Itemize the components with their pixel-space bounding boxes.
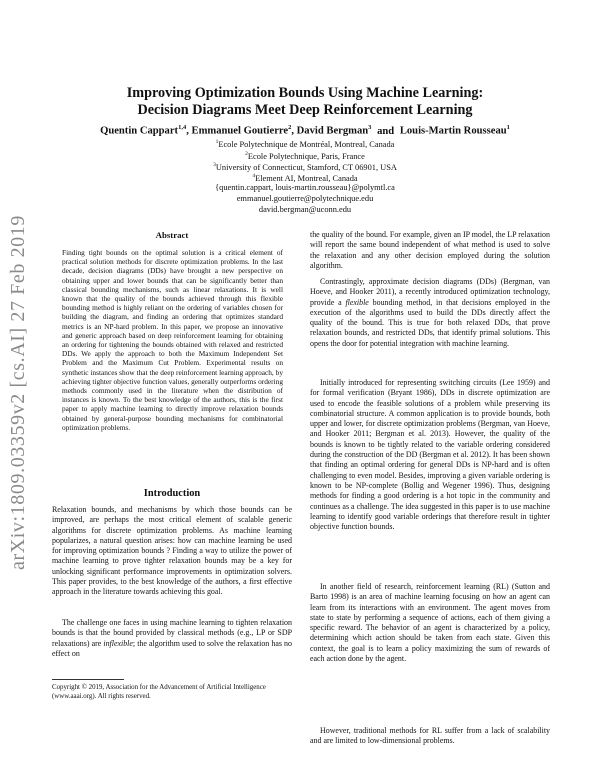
body-paragraph: the quality of the bound. For example, given an IP model, the LP relaxation will report the same bound independent of what method is used to solve the relaxation and any other decision employed during the solution algorithm.: [310, 230, 550, 270]
emphasis-text: flexible: [345, 297, 369, 307]
email-line: david.bergman@uconn.edu: [258, 205, 352, 214]
author-affil-mark: 1,4: [178, 124, 187, 131]
affil-text: Ecole Polytechnique, Paris, France: [247, 151, 365, 161]
email-line: {quentin.cappart, louis-martin.rousseau}@polymtl.ca: [215, 183, 395, 192]
footnote-rule: [52, 679, 124, 680]
author-affil-mark: 3: [368, 124, 372, 131]
author-separator: ,: [186, 125, 192, 137]
introduction-heading: Introduction: [143, 488, 201, 499]
author-name: Emmanuel Goutierre: [191, 125, 289, 137]
paragraph-text: ; the algorithm used to solve the relaxation has no effect on: [52, 638, 292, 658]
affil-mark: 3: [213, 162, 216, 168]
body-paragraph: However, traditional methods for RL suffer from a lack of scalability and are limited to low-dimensional problems.: [310, 726, 550, 746]
affil-text: Element AI, Montreal, Canada: [255, 173, 358, 183]
affil-mark: 2: [245, 151, 248, 157]
author-affil-mark: 2: [288, 124, 292, 131]
email-line: emmanuel.goutierre@polytechnique.edu: [236, 194, 374, 203]
paragraph-text: Contrastingly, approximate decision diagrams (DDs) (Bergman, van Hoeve, and Hooker 2011), a recently introduced optimization technology, provide a: [310, 277, 550, 307]
author-list: [40, 124, 570, 137]
intro-paragraph: [52, 618, 292, 659]
author-affil-mark: 1: [506, 124, 510, 131]
body-paragraph: [310, 277, 550, 349]
arxiv-stamp: arXiv:1809.03359v2 [cs.AI] 27 Feb 2019: [7, 215, 29, 570]
title-line-2: Decision Diagrams Meet Deep Reinforcement Learning: [137, 102, 473, 118]
abstract-heading: Abstract: [155, 230, 189, 240]
author-name: Louis-Martin Rousseau: [399, 125, 507, 137]
author-separator: and: [374, 125, 397, 137]
affil-text: University of Connecticut, Stamford, CT 06901, USA: [215, 162, 397, 172]
paragraph-text: The challenge one faces in using machine learning to tighten relaxation bounds is that the bound provided by classical methods (e.g., LP or SDP relaxations) are: [52, 618, 292, 648]
affiliation-line: [60, 137, 550, 150]
affil-mark: 4: [252, 173, 256, 179]
body-paragraph: Initially introduced for representing switching circuits (Lee 1959) and for formal verification (Bryant 1986), DDs in discrete optimization are used to encode the feasible solutions of a problem while preserving its combinatorial structure. A common application is to provide bounds, both upper and lower, for discrete optimization problems (Bergman, van Hoeve, and Hooker 2011; Bergman et al. 2013). However, the quality of the bounds is known to be tightly related to the variable ordering considered during the construction of the DD (Bergman et al. 2012). It has been shown that finding an optimal ordering for general DDs is NP-hard and is often challenging to even model. Besides, improving a given variable ordering is known to be NP-complete (Bollig and Wegener 1996). Thus, designing methods for finding a good ordering is a hot topic in the community and continues as a challenge. The idea suggested in this paper is to use machine learning to identify good variable orderings that therefore result in tighter objective function bounds.: [310, 378, 550, 532]
body-paragraph: In another field of research, reinforcement learning (RL) (Sutton and Barto 1998) is an area of machine learning focusing on how an agent can learn from its interactions with an environment. The agent moves from state to state by performing a sequence of actions, each of them giving a specific reward. The behavior of an agent is characterized by a policy, determining which action should be taken from each state. Given this context, the goal is to learn a policy maximizing the sum of rewards of each action done by the agent.: [310, 582, 550, 664]
author-separator: ,: [291, 125, 297, 137]
author-name: David Bergman: [296, 125, 369, 137]
affil-mark: 1: [215, 139, 219, 145]
paragraph-text: bounding method, in that decisions employed in the execution of the algorithms used to build the DDs directly affect the quality of the bound. This is true for both relaxed DDs, that prove relaxation bounds, and restricted DDs, that identify primal solutions. This opens the door for potential integration with machine learning.: [310, 297, 550, 348]
intro-paragraph: Relaxation bounds, and mechanisms by which those bounds can be improved, are perhaps the most critical element of scalable generic algorithms for discrete optimization problems. As machine learning popularizes, a natural question arises: how can machine learning be used for improving optimization bounds ? Finding a way to utilize the power of machine learning to prove tighter relaxation bounds may be a key for unlocking significant performance improvements in optimization solvers. This paper provides, to the best knowledge of the authors, a first effective approach in the literature towards achieving this goal.: [52, 505, 292, 597]
paper-title: [60, 85, 550, 119]
author-name: Quentin Cappart: [100, 125, 179, 137]
affil-text: Ecole Polytechnique de Montréal, Montreal, Canada: [218, 139, 395, 149]
copyright-notice: Copyright © 2019, Association for the Advancement of Artificial Intelligence (www.aaai.org). All rights reserved.: [52, 684, 266, 700]
title-line-1: Improving Optimization Bounds Using Machine Learning:: [126, 85, 484, 101]
emphasis-text: inflexible: [103, 638, 133, 648]
abstract-text: Finding tight bounds on the optimal solution is a critical element of practical solution methods for discrete optimization problems. In the last decade, decision diagrams (DDs) have brought a new perspective on obtaining upper and lower bounds that can be significantly better than classical bounding mechanisms, such as linear relaxations. It is well known that the quality of the bounds achieved through this flexible bounding method is highly reliant on the ordering of variables chosen for building the diagram, and finding an ordering that optimizes standard metrics is an NP-hard problem. In this paper, we propose an innovative and generic approach based on deep reinforcement learning for obtaining an ordering for tightening the bounds obtained with relaxed and restricted DDs. We apply the approach to both the Maximum Independent Set Problem and the Maximum Cut Problem. Experimental results on synthetic instances show that the deep reinforcement learning approach, by achieving tighter objective function values, generally outperforms ordering methods commonly used in the literature when the distribution of instances is known. To the best knowledge of the authors, this is the first paper to apply machine learning to directly improve relaxation bounds obtained by general-purpose bounding mechanisms for combinatorial optimization problems.: [62, 248, 283, 432]
